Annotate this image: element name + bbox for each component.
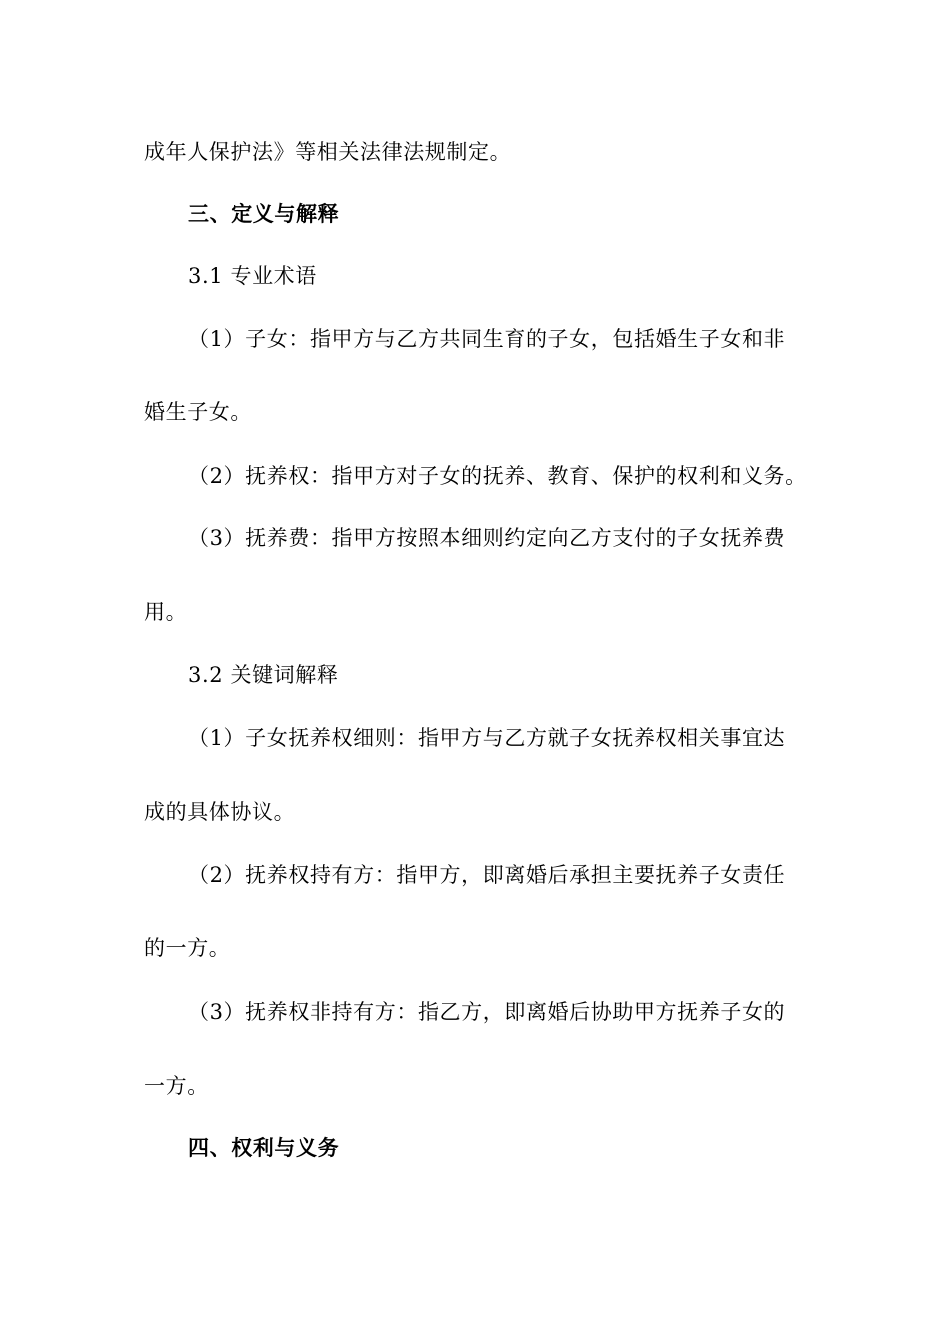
definition-item-custody: （2）抚养权：指甲方对子女的抚养、教育、保护的权利和义务。 xyxy=(188,464,807,488)
keyword-item-rules-cont: 成的具体协议。 xyxy=(144,800,296,824)
keyword-item-holder-cont: 的一方。 xyxy=(144,936,231,960)
keyword-item-non-holder: （3）抚养权非持有方：指乙方，即离婚后协助甲方抚养子女的 xyxy=(188,1000,786,1024)
keyword-item-non-holder-cont: 一方。 xyxy=(144,1074,209,1098)
subsection-heading-3-1: 3.1 专业术语 xyxy=(188,264,317,288)
paragraph-continuation: 成年人保护法》等相关法律法规制定。 xyxy=(144,140,512,164)
keyword-item-rules: （1）子女抚养权细则：指甲方与乙方就子女抚养权相关事宜达 xyxy=(188,726,786,750)
keyword-item-holder: （2）抚养权持有方：指甲方，即离婚后承担主要抚养子女责任 xyxy=(188,863,786,887)
definition-item-children-cont: 婚生子女。 xyxy=(144,400,252,424)
section-heading-3: 三、定义与解释 xyxy=(188,201,340,226)
subsection-heading-3-2: 3.2 关键词解释 xyxy=(188,663,339,687)
section-heading-4: 四、权利与义务 xyxy=(188,1135,340,1160)
definition-item-children: （1）子女：指甲方与乙方共同生育的子女，包括婚生子女和非 xyxy=(188,327,786,351)
definition-item-support-fee: （3）抚养费：指甲方按照本细则约定向乙方支付的子女抚养费 xyxy=(188,526,786,550)
definition-item-support-fee-cont: 用。 xyxy=(144,600,188,624)
